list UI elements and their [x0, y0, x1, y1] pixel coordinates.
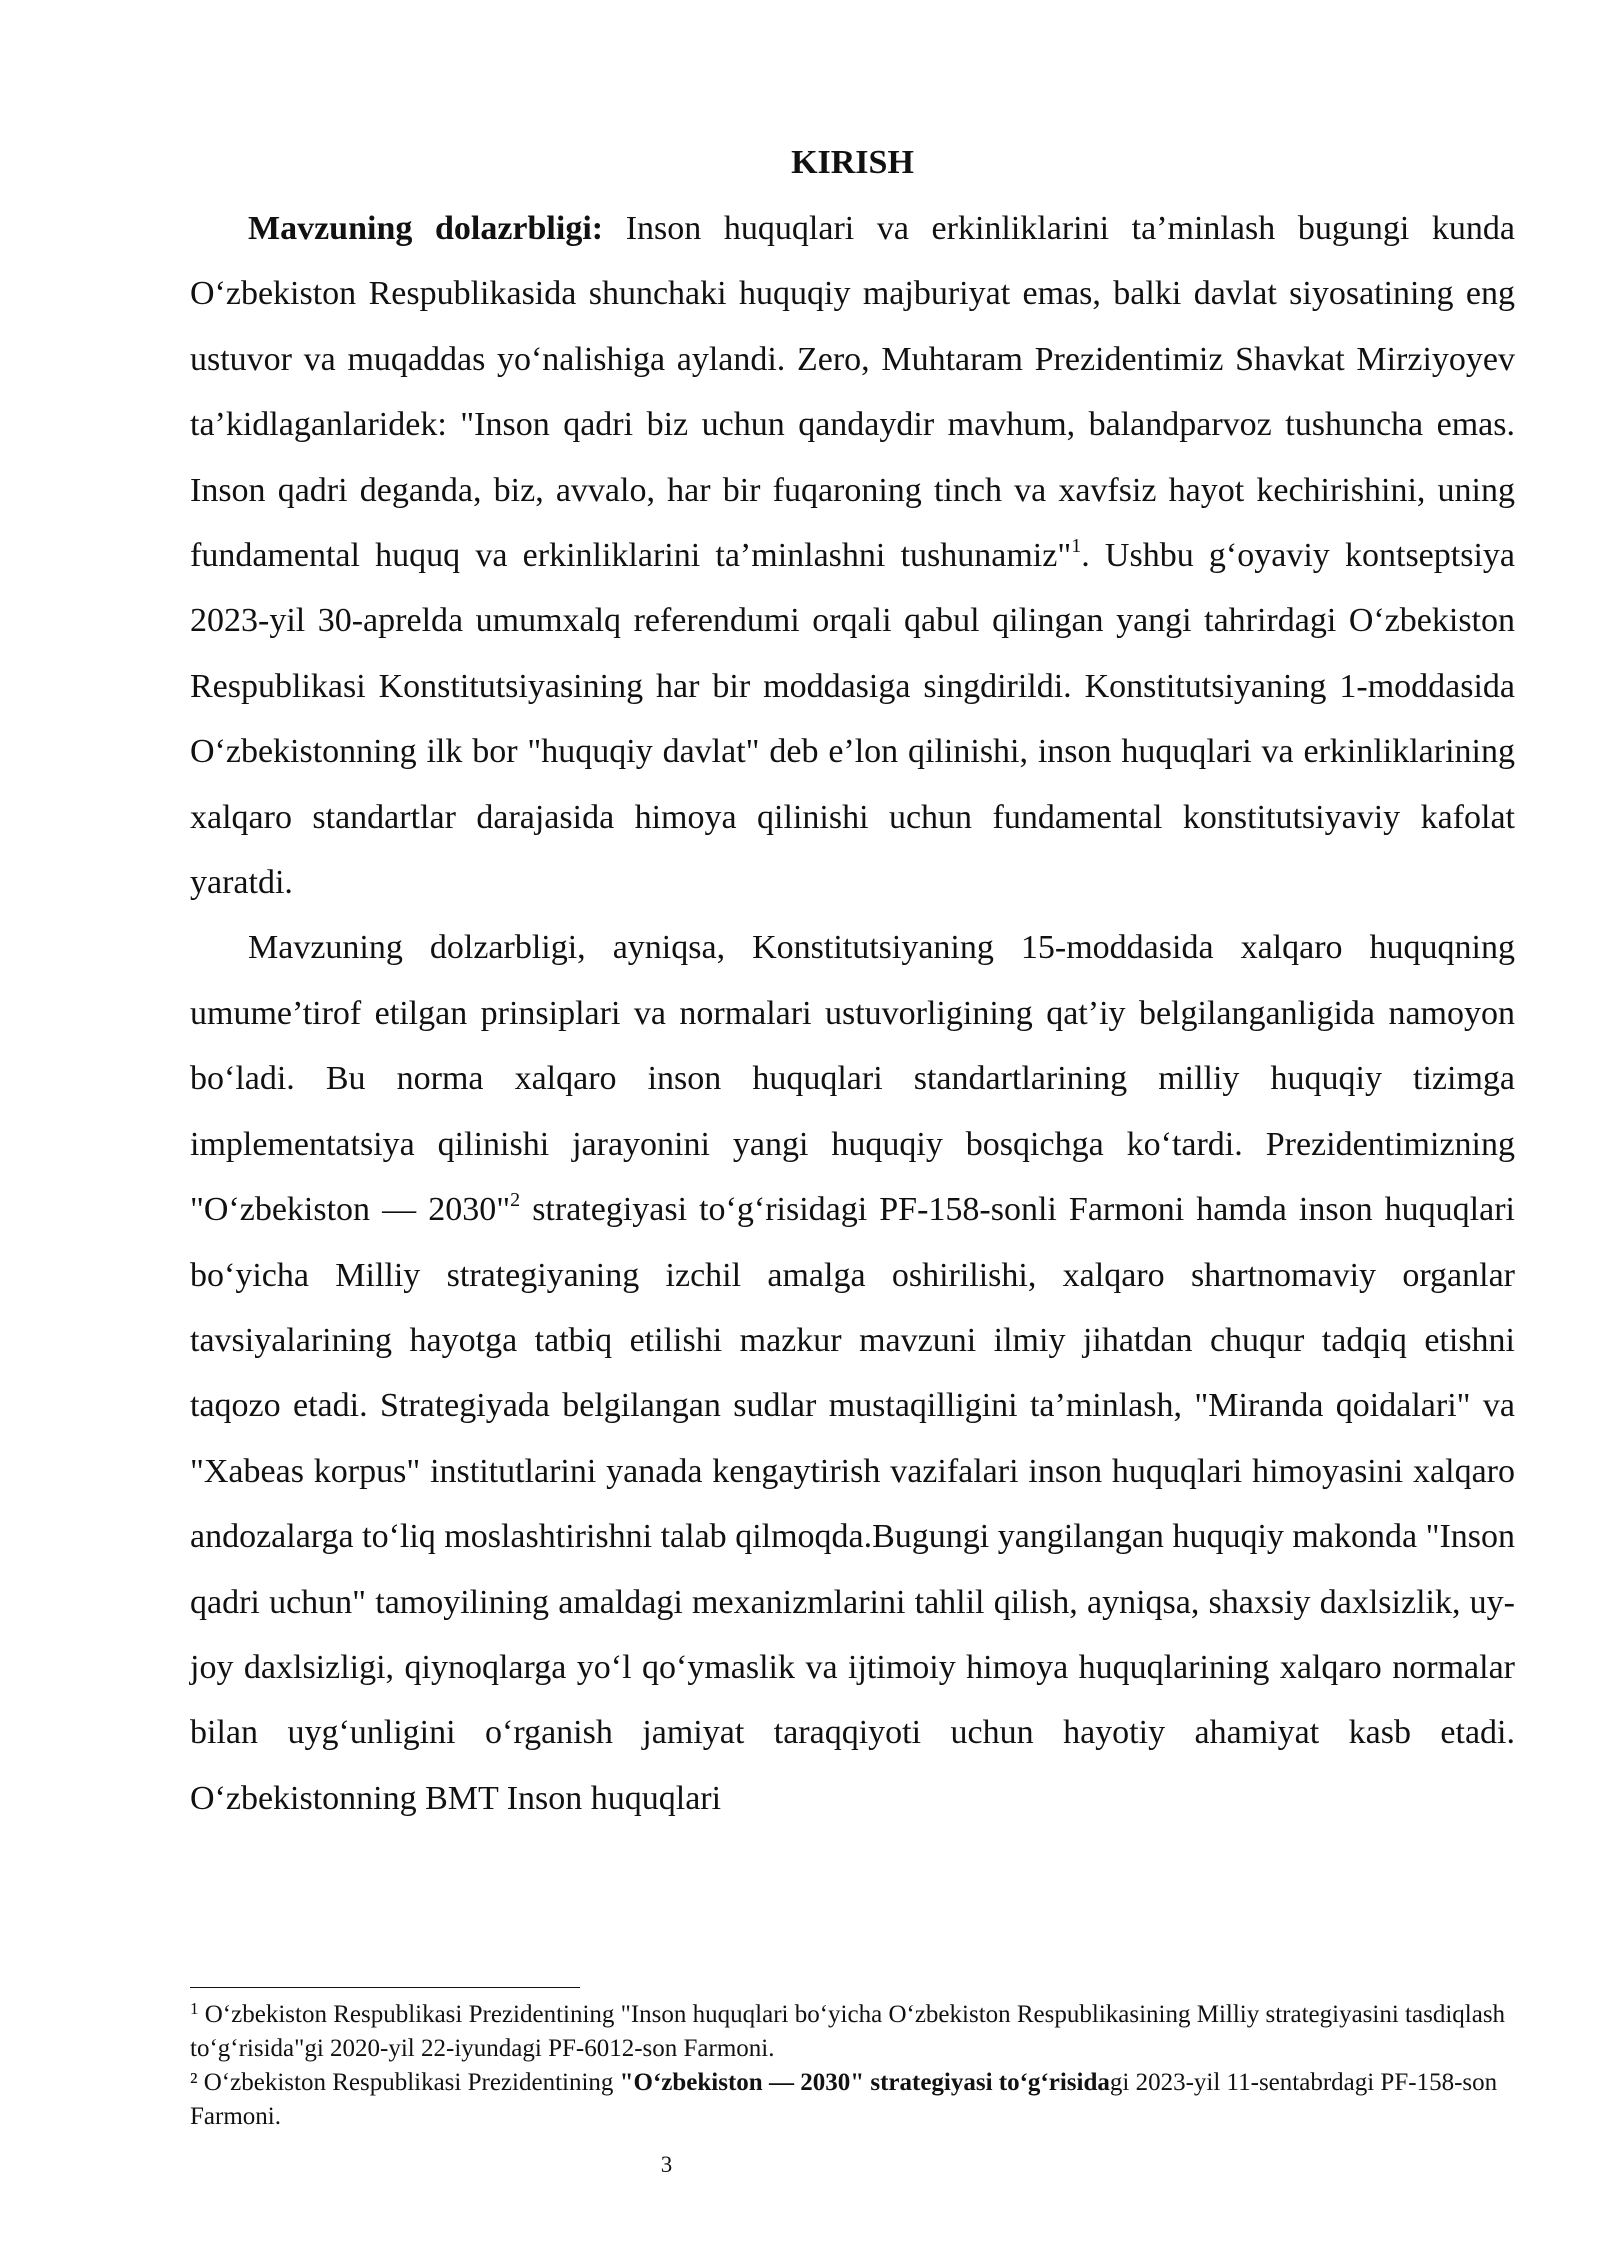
footnote-2-number: ² — [190, 2069, 198, 2096]
paragraph-2-text-a: Mavzuning dolzarbligi, ayniqsa, Konstitutsiyaning 15-moddasida xalqaro huquqning umume’tirof etilgan prinsiplari va normalari ustuvorligining qat’iy belgilanganligida namoyon bo‘ladi. Bu norma xalqaro inson huquqlari standartlarining milliy huquqiy tizimga implementatsiya qilinishi jarayonini yangi huquqiy bosqichga ko‘tardi. Prezidentimizning "O‘zbekiston — 2030" — [190, 929, 1515, 1229]
footnotes — [190, 1998, 1515, 2134]
footnote-1-number: 1 — [190, 1999, 199, 2018]
footnote-2-text-a: O‘zbekiston Respublikasi Prezidentining — [197, 2069, 620, 2096]
section-heading: KIRISH — [791, 144, 914, 181]
footnote-separator — [190, 1987, 580, 1988]
paragraph-2-text-b: strategiyasi to‘g‘risidagi PF-158-sonli Farmoni hamda inson huquqlari bo‘yicha Milliy strategiyaning izchil amalga oshirilishi, xalqaro shartnomaviy organlar tavsiyalarining hayotga tatbiq etilishi mazkur mavzuni ilmiy jihatdan chuqur tadqiq etishni taqozo etadi. Strategiyada belgilangan sudlar mustaqilligini ta’minlash, "Miranda qoidalari" va "Xabeas korpus" institutlarini yanada kengaytirish vazifalari inson huquqlari himoyasini xalqaro andozalarga to‘liq moslashtirishni talab qilmoqda.Bugungi yangilangan huquqiy makonda "Inson qadri uchun" tamoyilining amaldagi mexanizmlarini tahlil qilish, ayniqsa, shaxsiy daxlsizlik, uy-joy daxlsizligi, qiynoqlarga yo‘l qo‘ymaslik va ijtimoiy himoya huquqlarining xalqaro normalar bilan uyg‘unligini o‘rganish jamiyat taraqqiyoti uchun hayotiy ahamiyat kasb etadi. O‘zbekistonning BMT Inson huquqlari — [190, 1191, 1515, 1817]
footnote-ref-2[interactable]: 2 — [510, 1189, 521, 1212]
footnote-2-text-b: gi 2023-yil 11-sentabrdagi PF-158-son Farmoni. — [190, 2069, 1498, 2130]
intro-paragraph-2 — [190, 915, 1515, 1831]
paragraph-1-text-a: Inson huquqlari va erkinliklarini ta’minlash bugungi kunda O‘zbekiston Respublikasida shunchaki huquqiy majburiyat emas, balki davlat siyosatining eng ustuvor va muqaddas yo‘nalishiga aylandi. Zero, Muhtaram Prezidentimiz Shavkat Mirziyoyev ta’kidlaganlaridek: "Inson qadri biz uchun qandaydir mavhum, balandparvoz tushuncha emas. Inson qadri deganda, biz, avvalo, har bir fuqaroning tinch va xavfsiz hayot kechirishini, uning fundamental huquq va erkinliklarini ta’minlashni tushunamiz" — [190, 210, 1515, 575]
paragraph-1-text-b: . Ushbu g‘oyaviy kontseptsiya 2023-yil 30-aprelda umumxalq referendumi orqali qabul qilingan yangi tahrirdagi O‘zbekiston Respublikasi Konstitutsiyasining har bir moddasiga singdirildi. Konstitutsiyaning 1-moddasida O‘zbekistonning ilk bor "huquqiy davlat" deb e’lon qilinishi, inson huquqlari va erkinliklarining xalqaro standartlar darajasida himoya qilinishi uchun fundamental konstitutsiyaviy kafolat yaratdi. — [190, 537, 1515, 902]
footnote-1-text: O‘zbekiston Respublikasi Prezidentining "Inson huquqlari bo‘yicha O‘zbekiston Respublikasining Milliy strategiyasini tasdiqlash to‘g‘risida"gi 2020-yil 22-iyundagi PF-6012-son Farmoni. — [190, 2001, 1506, 2062]
document-page — [190, 130, 1515, 1831]
relevance-label: Mavzuning dolazrbligi: — [248, 210, 604, 247]
footnote-2 — [190, 2066, 1515, 2134]
intro-paragraph-1 — [190, 196, 1515, 915]
footnote-1 — [190, 1998, 1515, 2066]
footnote-ref-1[interactable]: 1 — [1071, 535, 1082, 558]
page-number: 3 — [660, 2152, 673, 2177]
footnote-2-bold-title: "O‘zbekiston — 2030" strategiyasi to‘g‘risida — [619, 2069, 1110, 2096]
